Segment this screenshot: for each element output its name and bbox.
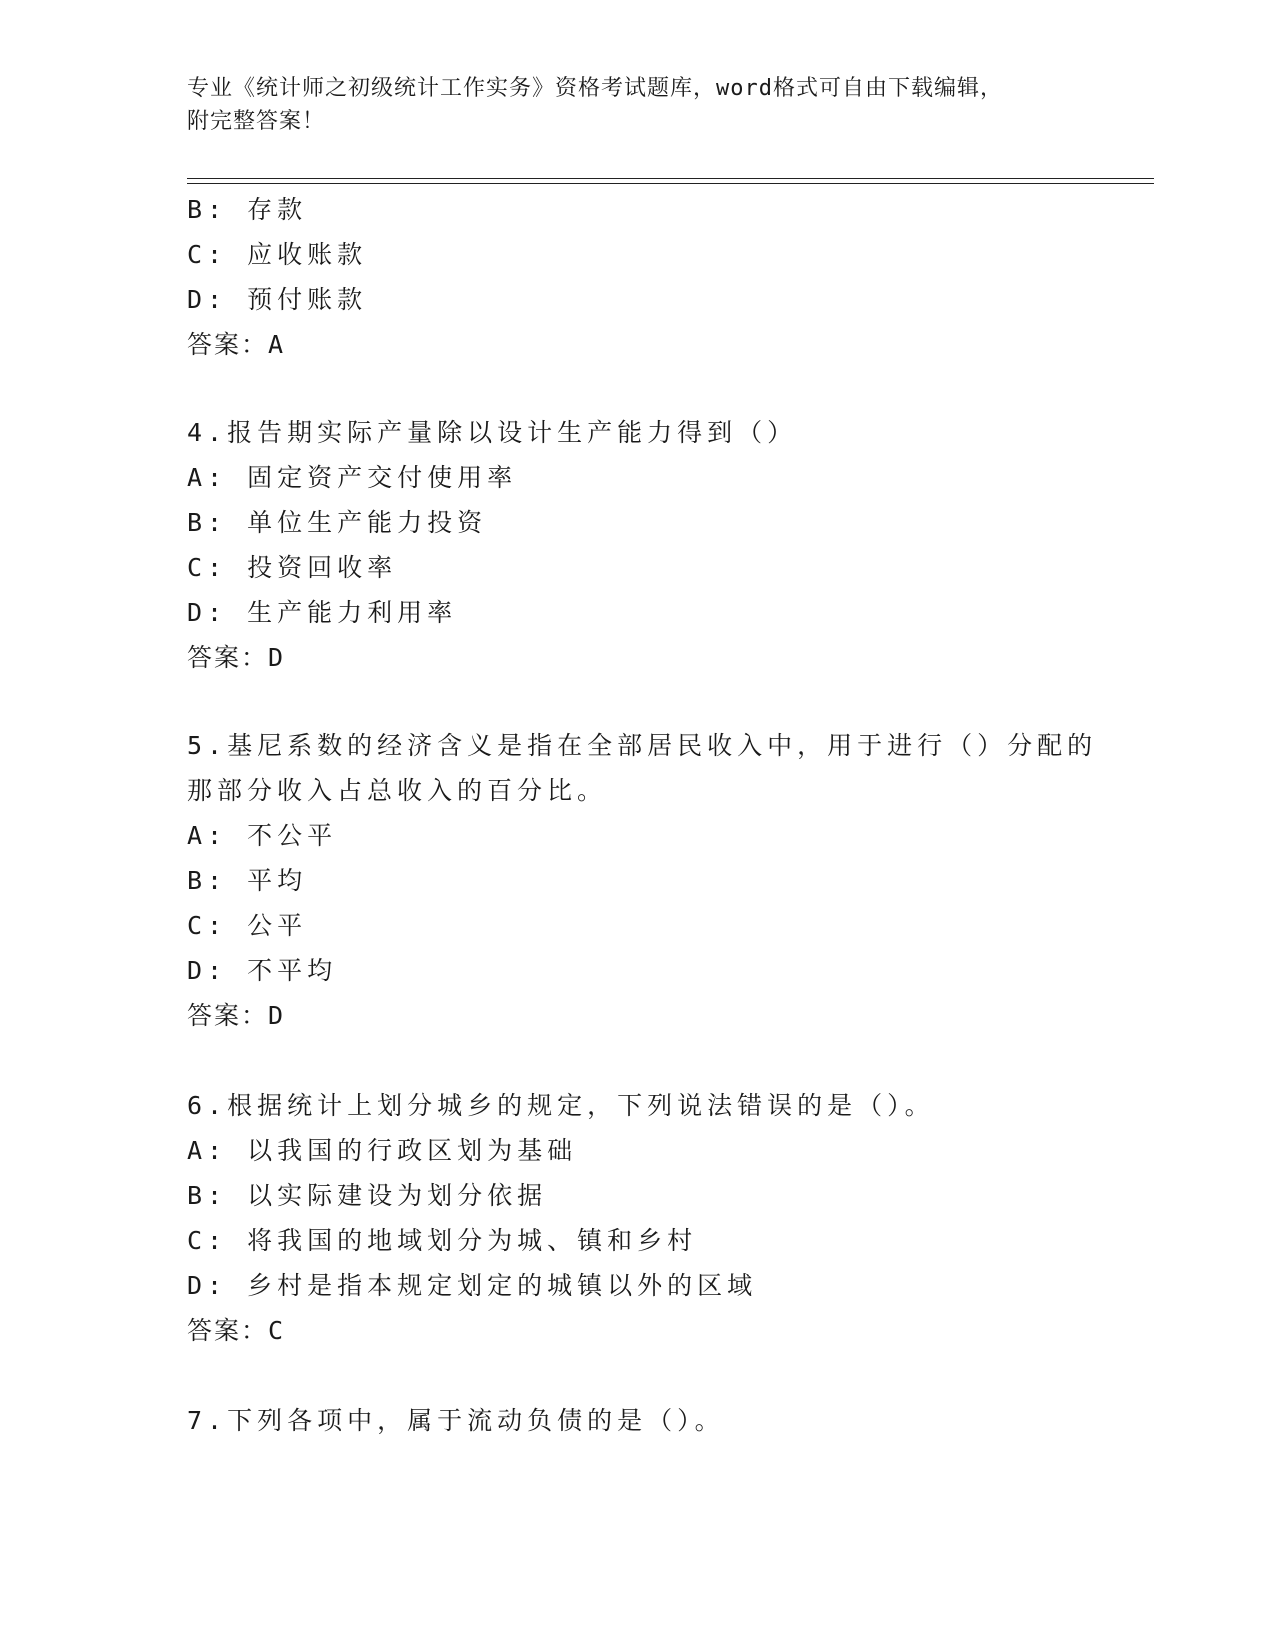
option-a: A: 固定资产交付使用率 bbox=[187, 463, 518, 492]
header-line-2: 附完整答案！ bbox=[187, 109, 326, 134]
question-4: 4.报告期实际产量除以设计生产能力得到（） bbox=[187, 418, 798, 447]
option-c: C: 投资回收率 bbox=[187, 553, 398, 582]
option-d: D: 生产能力利用率 bbox=[187, 598, 458, 627]
question-5-continued: 那部分收入占总收入的百分比。 bbox=[187, 776, 608, 805]
answer: 答案：D bbox=[187, 1001, 286, 1030]
option-a: A: 不公平 bbox=[187, 821, 338, 850]
option-c: C: 应收账款 bbox=[187, 240, 368, 269]
document-header bbox=[187, 72, 1067, 138]
option-d: D: 预付账款 bbox=[187, 285, 368, 314]
question-5: 5.基尼系数的经济含义是指在全部居民收入中，用于进行（）分配的 bbox=[187, 731, 1098, 760]
answer: 答案：C bbox=[187, 1316, 286, 1345]
header-divider-bottom bbox=[187, 183, 1154, 184]
option-d: D: 乡村是指本规定划定的城镇以外的区域 bbox=[187, 1271, 758, 1300]
option-b: B: 以实际建设为划分依据 bbox=[187, 1181, 548, 1210]
answer: 答案：A bbox=[187, 330, 286, 359]
answer: 答案：D bbox=[187, 643, 286, 672]
question-6: 6.根据统计上划分城乡的规定，下列说法错误的是（）。 bbox=[187, 1091, 935, 1120]
option-c: C: 将我国的地域划分为城、镇和乡村 bbox=[187, 1226, 698, 1255]
option-a: A: 以我国的行政区划为基础 bbox=[187, 1136, 578, 1165]
option-d: D: 不平均 bbox=[187, 956, 338, 985]
header-line-1: 专业《统计师之初级统计工作实务》资格考试题库，word格式可自由下载编辑， bbox=[187, 76, 1003, 101]
option-b: B: 单位生产能力投资 bbox=[187, 508, 488, 537]
option-b: B: 平均 bbox=[187, 866, 308, 895]
question-7: 7.下列各项中，属于流动负债的是（）。 bbox=[187, 1406, 725, 1435]
option-b: B: 存款 bbox=[187, 195, 308, 224]
option-c: C: 公平 bbox=[187, 911, 308, 940]
header-divider-top bbox=[187, 178, 1154, 179]
